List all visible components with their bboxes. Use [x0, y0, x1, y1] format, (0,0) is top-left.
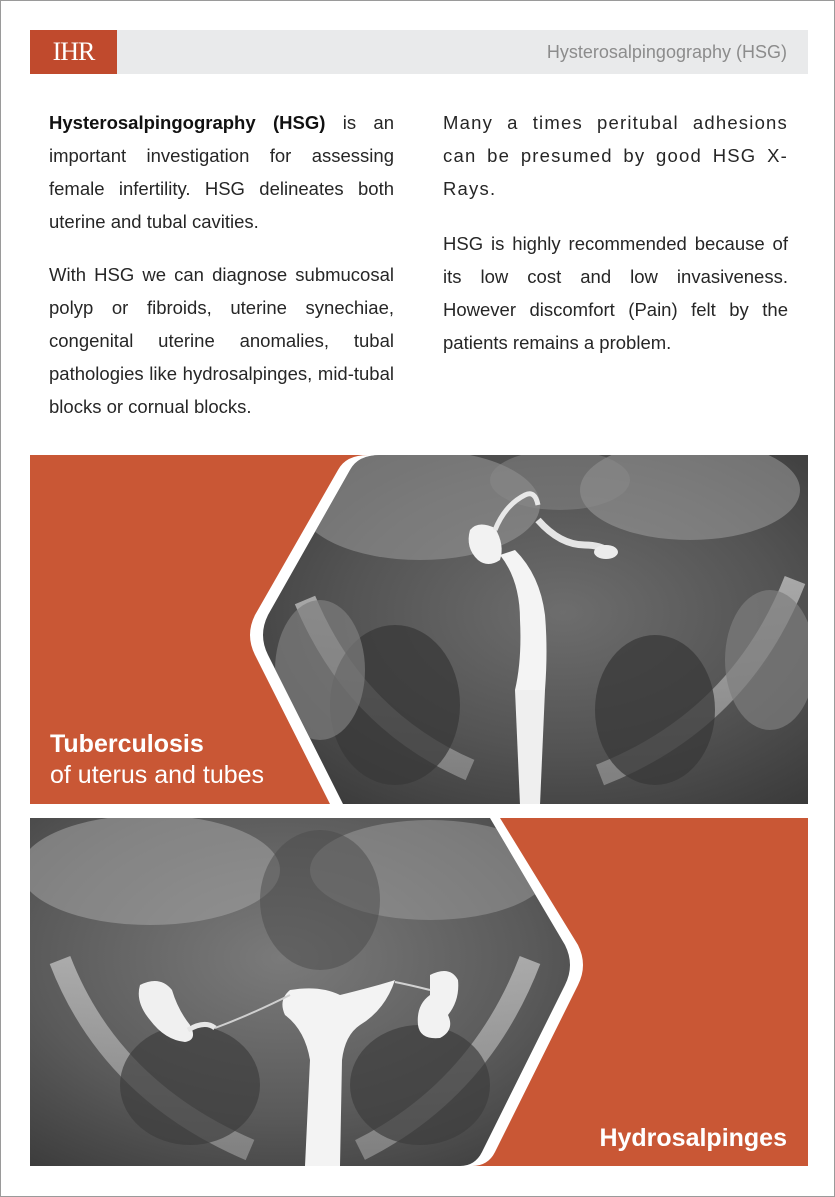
recommendation-paragraph: HSG is highly recommended because of its low cost and low invasiveness. However discomfort (Pain) felt by the patients remains a problem. [443, 233, 788, 353]
adhesions-paragraph: Many a times peritubal adhesions can be presumed by good HSG X-Rays. [443, 112, 788, 199]
caption-tuberculosis-title: Tuberculosis [50, 730, 204, 758]
header-title: Hysterosalpingography (HSG) [546, 42, 787, 62]
caption-hydrosalpinges: Hydrosalpinges [599, 1124, 787, 1152]
intro-text: is an important investigation for assessing female infertility. HSG delineates both uterine and tubal cavities. [49, 112, 394, 232]
logo: IHR [30, 30, 117, 74]
caption-tuberculosis-subtitle: of uterus and tubes [50, 761, 265, 789]
intro-term: Hysterosalpingography (HSG) [49, 112, 326, 133]
xray-image-tuberculosis [255, 440, 815, 805]
diagnosis-paragraph: With HSG we can diagnose submucosal polyp or fibroids, uterine synechiae, congenital uterine anomalies, tubal pathologies like hydrosalpinges, mid-tubal blocks or cornual blocks. [49, 264, 394, 417]
